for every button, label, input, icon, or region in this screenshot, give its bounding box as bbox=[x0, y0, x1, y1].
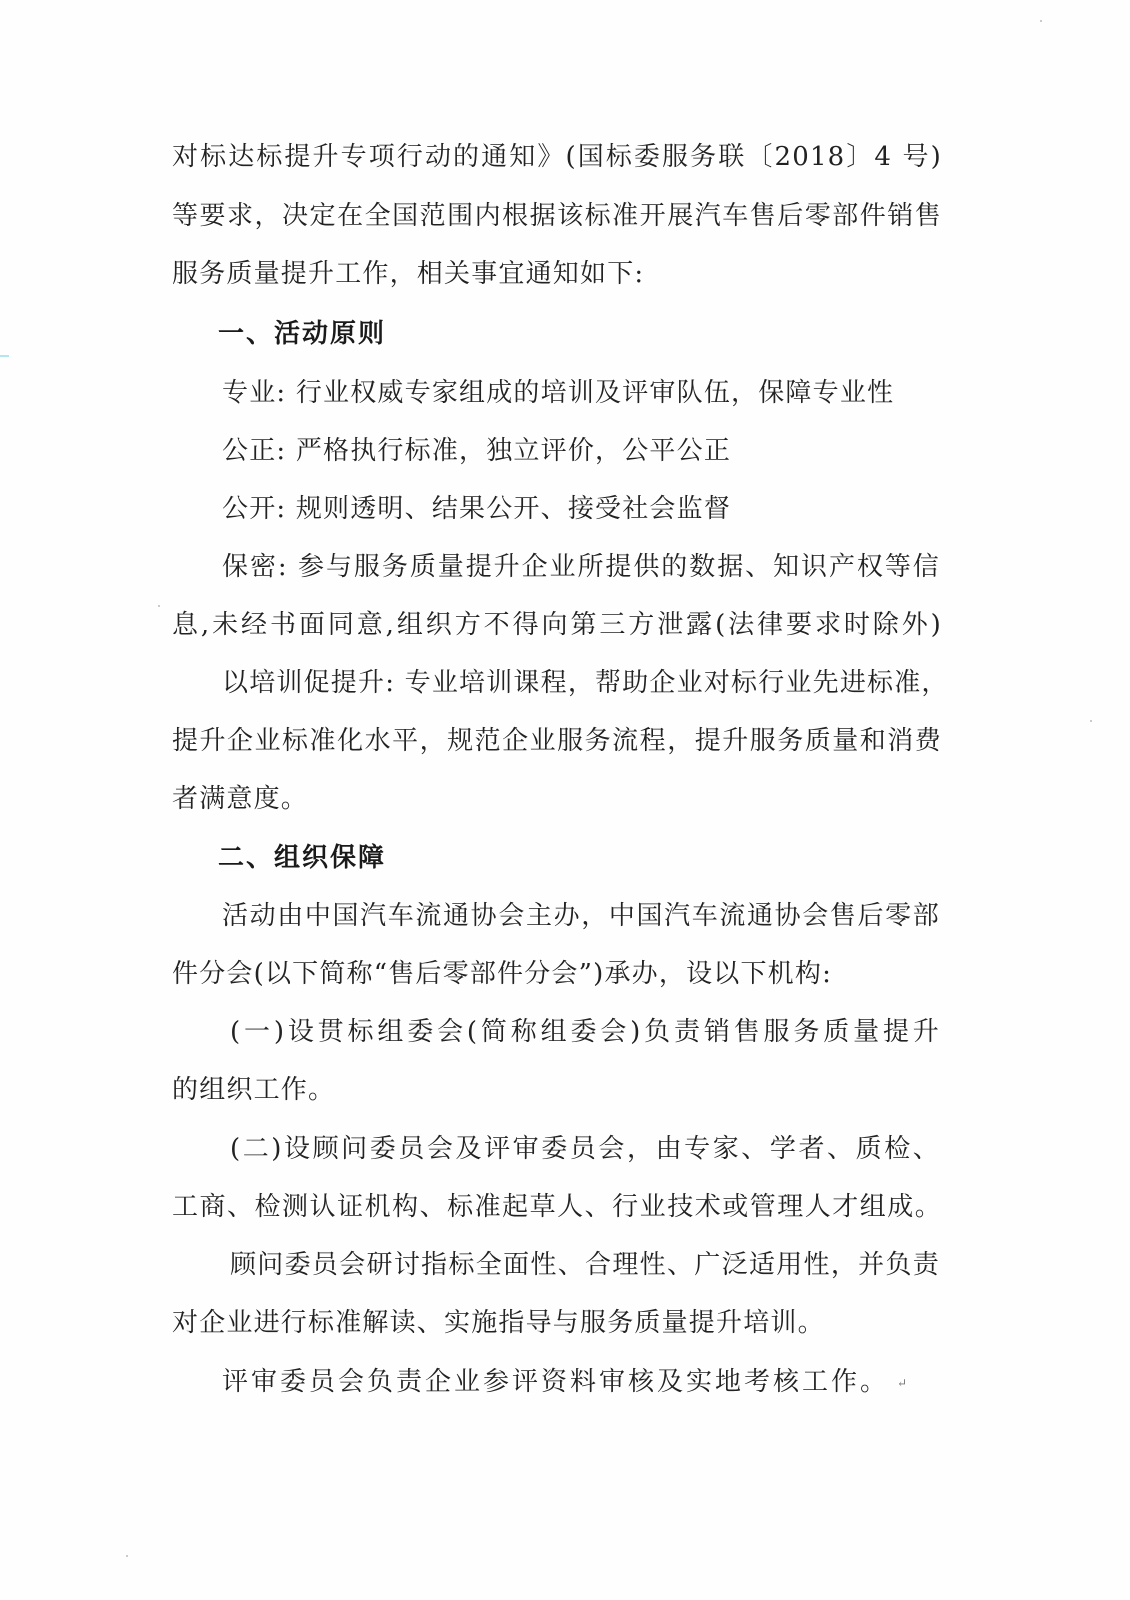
scan-speck bbox=[126, 1555, 128, 1557]
principle-fairness: 公正: 严格执行标准，独立评价，公平公正 bbox=[222, 436, 732, 466]
scan-speck bbox=[1040, 20, 1042, 22]
body-line: 息,未经书面同意,组织方不得向第三方泄露(法律要求时除外) bbox=[172, 610, 942, 640]
principle-openness: 公开: 规则透明、结果公开、接受社会监督 bbox=[222, 494, 732, 524]
body-line: 对企业进行标准解读、实施指导与服务质量提升培训。 bbox=[172, 1308, 825, 1338]
principle-professional: 专业: 行业权威专家组成的培训及评审队伍，保障专业性 bbox=[222, 378, 895, 408]
review-committee-text: 评审委员会负责企业参评资料审核及实地考核工作。 bbox=[222, 1367, 890, 1397]
organization-item-1: (一)设贯标组委会(简称组委会)负责销售服务质量提升 bbox=[230, 1017, 940, 1047]
body-line: 工商、检测认证机构、标准起草人、行业技术或管理人才组成。 bbox=[172, 1192, 942, 1222]
section-heading-organization: 二、组织保障 bbox=[218, 843, 387, 873]
principle-confidential: 保密: 参与服务质量提升企业所提供的数据、知识产权等信 bbox=[222, 552, 940, 582]
scan-speck bbox=[158, 605, 160, 607]
organization-intro: 活动由中国汽车流通协会主办，中国汽车流通协会售后零部 bbox=[222, 901, 940, 931]
advisory-committee: 顾问委员会研讨指标全面性、合理性、广泛适用性，并负责 bbox=[230, 1250, 940, 1280]
body-line: 等要求，决定在全国范围内根据该标准开展汽车售后零部件销售 bbox=[172, 201, 942, 231]
body-line: 者满意度。 bbox=[172, 784, 309, 814]
section-heading-principles: 一、活动原则 bbox=[218, 319, 387, 349]
scan-speck bbox=[1090, 720, 1092, 722]
principle-training: 以培训促提升: 专业培训课程，帮助企业对标行业先进标准， bbox=[222, 668, 949, 698]
scan-edge-mark bbox=[0, 355, 9, 357]
review-committee bbox=[222, 1366, 992, 1399]
body-line: 服务质量提升工作，相关事宜通知如下: bbox=[172, 259, 645, 289]
body-line: 对标达标提升专项行动的通知》(国标委服务联〔2018〕4 号) bbox=[172, 142, 942, 172]
paragraph-mark-icon: ↵ bbox=[897, 1376, 909, 1390]
body-line: 件分会(以下简称“售后零部件分会”)承办，设以下机构: bbox=[172, 959, 833, 989]
organization-item-2: (二)设顾问委员会及评审委员会，由专家、学者、质检、 bbox=[230, 1134, 940, 1164]
body-line: 的组织工作。 bbox=[172, 1075, 336, 1105]
body-line: 提升企业标准化水平，规范企业服务流程，提升服务质量和消费 bbox=[172, 726, 942, 756]
